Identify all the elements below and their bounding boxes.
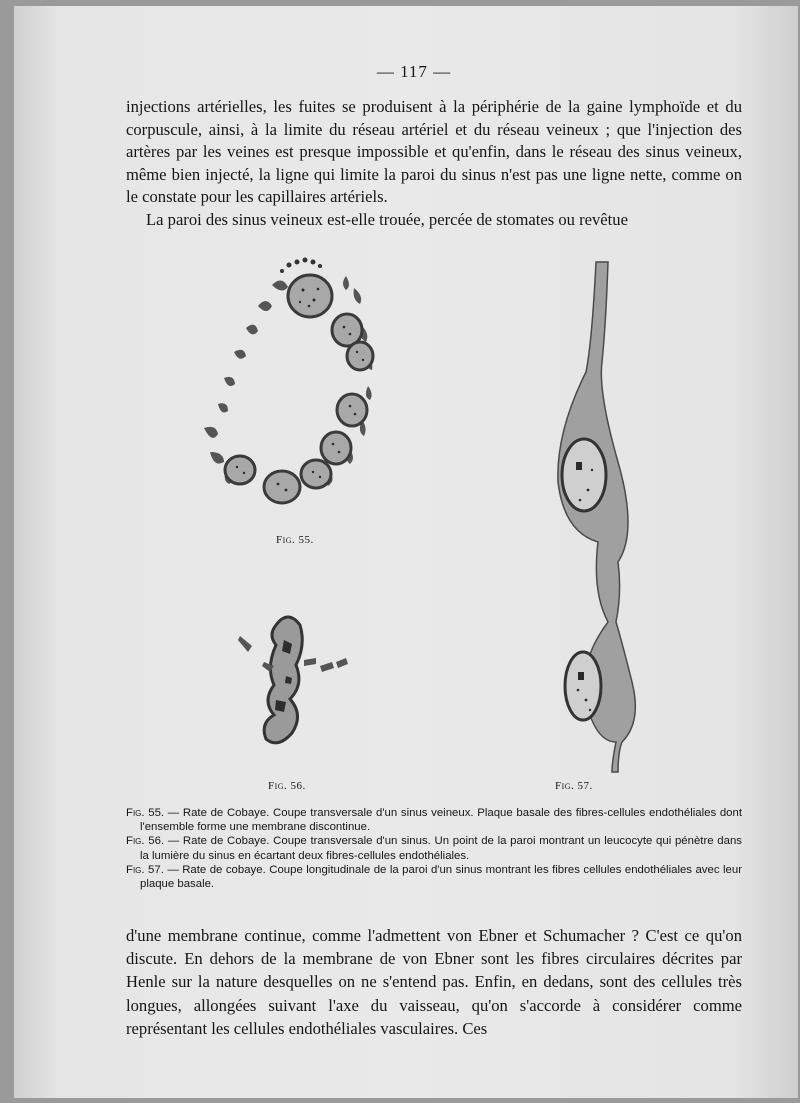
caption-number: Fig. 57. — [126, 863, 164, 876]
paragraph-injections: injections artérielles, les fuites se produisent à la périphérie de la gaine lymphoïde et du corpuscule, ainsi, à la limite du réseau artériel et du réseau veineux ; que l'injection des artères par les veines est presque impossible et qu'enfin, dans le réseau des sinus veineux, même bien injecté, la ligne qui limite la paroi du sinus n'est pas une ligne nette, comme on le constate pour les capillaires artériels. — [126, 97, 742, 207]
caption-number: Fig. 55. — [126, 807, 165, 819]
caption-text: — Rate de Cobaye. Coupe transversale d'un sinus. Un point de la paroi montrant un leucocyte qui pénètre dans la lumière du sinus en écartant deux fibres-cellules endothéliales. — [140, 835, 742, 862]
figure-55-drawing — [204, 258, 373, 504]
figure-captions — [126, 806, 742, 891]
figure-55-label: Fig. 55. — [276, 534, 314, 546]
caption-fig-57 — [126, 863, 742, 891]
caption-fig-55 — [126, 806, 742, 834]
book-page — [14, 6, 798, 1098]
page-number: — 117 — — [376, 62, 452, 81]
caption-fig-56 — [126, 834, 742, 862]
paragraph-paroi: La paroi des sinus veineux est-elle trouée, percée de stomates ou revêtue — [146, 209, 628, 229]
figure-57-label: Fig. 57. — [555, 780, 593, 792]
bottom-paragraph: d'une membrane continue, comme l'admettent von Ebner et Schumacher ? C'est ce qu'on discute. En dehors de la membrane de von Ebner sont les fibres circulaires décrites par Henle sur la nature desquelles on ne s'entend pas. Enfin, en dedans, sont des cellules très longues, allongées suivant l'axe du vaisseau, qu'on s'accorde à considérer comme représentant les cellules endothéliales vasculaires. Ces — [126, 926, 742, 1038]
caption-text: — Rate de cobaye. Coupe longitudinale de la paroi d'un sinus montrant les fibres cellules endothéliales avec leur plaque basale. — [140, 863, 742, 891]
figure-plates — [14, 6, 798, 806]
figure-56-drawing — [238, 617, 348, 743]
caption-number: Fig. 56. — [126, 835, 165, 848]
figure-57-drawing — [558, 262, 635, 772]
caption-text: — Rate de Cobaye. Coupe transversale d'un sinus veineux. Plaque basale des fibres-cellules endothéliales dont l'ensemble forme une membrane discontinue. — [140, 807, 742, 834]
figure-56-label: Fig. 56. — [268, 780, 306, 792]
